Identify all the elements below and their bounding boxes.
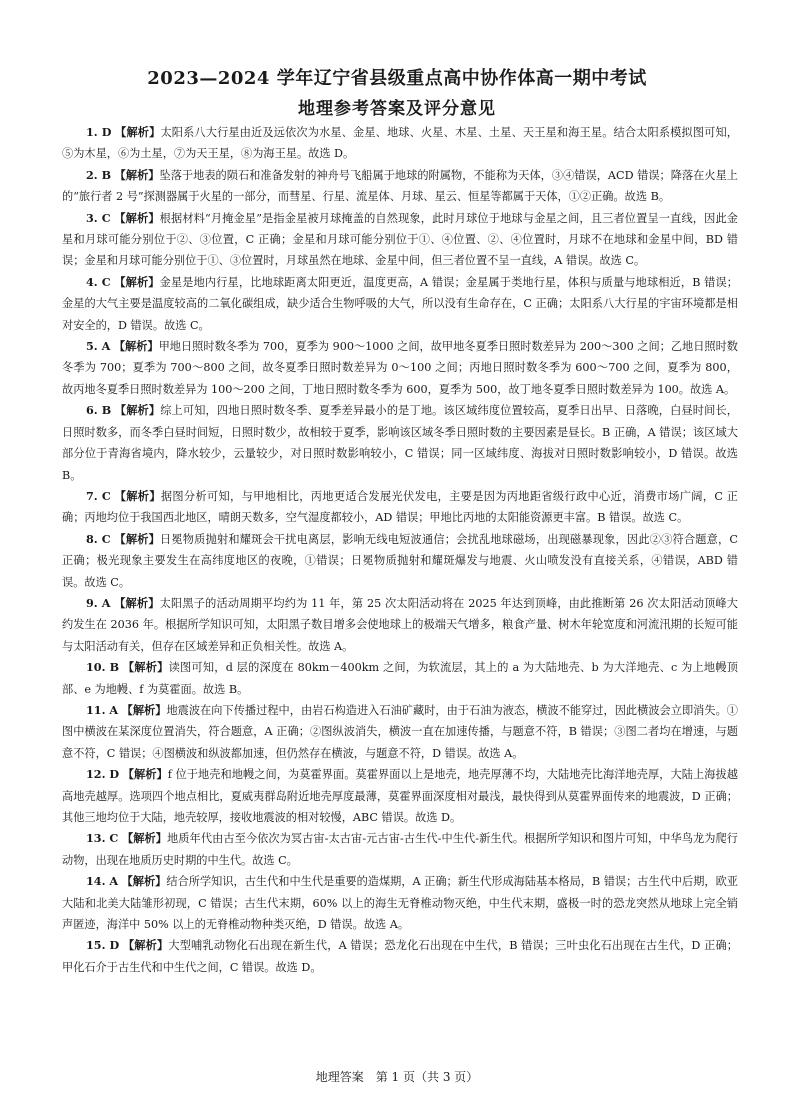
answer-number: 6. B <box>86 403 112 418</box>
analysis-tag: 【解析】 <box>122 660 169 675</box>
answer-item <box>62 486 738 529</box>
page-subtitle: 地理参考答案及评分意见 <box>298 99 496 119</box>
answer-number: 15. D <box>86 938 120 953</box>
answer-text: 甲地日照时数冬季为 700，夏季为 900～1000 之间，故甲地冬夏季日照时数差异为 200～300 之间；乙地日照时数冬季为 700；夏季为 700～800 之间，故冬夏季日照时数差异为 0～100 之间；丙地日照时数冬季为 600～700 之间，夏季为 800，故丙地冬夏季日照时数差异为 100～200 之间，丁地日照时数冬季为 600，夏季为 500，故丁地冬夏季日照时数差异为 100。故选 A。 <box>62 340 738 396</box>
answer-item <box>62 208 738 272</box>
answer-item <box>62 764 738 828</box>
answer-item <box>62 657 738 700</box>
answer-text: 地质年代由古至今依次为冥古宙-太古宙-元古宙-古生代-中生代-新生代。根据所学知识和图片可知，中华鸟龙为爬行动物，出现在地质历史时期的中生代。故选 C。 <box>62 832 738 867</box>
answer-text: 太阳系八大行星由近及远依次为水星、金星、地球、火星、木星、土星、天王星和海王星。结合太阳系模拟图可知，⑤为木星，⑥为土星，⑦为天王星，⑧为海王星。故选 D。 <box>62 126 738 161</box>
analysis-tag: 【解析】 <box>122 938 169 953</box>
answer-text: 太阳黑子的活动周期平均约为 11 年，第 25 次太阳活动将在 2025 年达到顶峰，由此推断第 26 次太阳活动顶峰大约发生在 2036 年。根据所学知识可知，太阳黑子数目增多会使地球上的极端天气增多，粮食产量、树木年轮宽度和河流汛期的长短可能与太阳活动有关，但存在区域差异和正负相关性。故选 A。 <box>62 596 738 653</box>
analysis-tag: 【解析】 <box>114 595 160 610</box>
answer-number: 10. B <box>86 660 120 675</box>
answer-text: 坠落于地表的陨石和准备发射的神舟号飞船属于地球的附属物，不能称为天体，③④错误，ACD 错误；降落在火星上的“旅行者 2 号”探测器属于火星的一部分，而彗星、行星、流星体、月球、星云、恒星等都属于天体，①②正确。故选 B。 <box>62 168 738 204</box>
analysis-tag: 【解析】 <box>121 874 167 889</box>
analysis-tag: 【解析】 <box>114 488 161 503</box>
analysis-tag: 【解析】 <box>121 702 167 717</box>
answer-item <box>62 400 738 486</box>
answer-number: 4. C <box>86 274 111 289</box>
answer-item <box>62 165 738 208</box>
answer-number: 14. A <box>86 874 119 889</box>
answer-number: 5. A <box>86 339 111 354</box>
answer-number: 8. C <box>86 531 111 546</box>
answer-number: 12. D <box>86 767 120 782</box>
answer-text: 金星是地内行星，比地球距离太阳更近，温度更高，A 错误；金星属于类地行星，体积与质量与地球相近，B 错误；金星的大气主要是温度较高的二氧化碳组成，缺少适合生物呼吸的大气，所以没有生命存在，C 正确；太阳系八大行星的宇宙环境都是相对安全的，D 错误。故选 C。 <box>62 275 738 332</box>
answer-item <box>62 122 738 165</box>
answer-text: 地震波在向下传播过程中，由岩石构造进入石油矿藏时，由于石油为液态，横波不能穿过，因此横波会立即消失。①图中横波在某深度位置消失，符合题意，A 正确；②图纵波消失，横波一直在加速传播，与题意不符，B 错误；③图二者均在增速，与题意不符，C 错误；④图横波和纵波都加速，但仍然存在横波，与题意不符，D 错误。故选 A。 <box>62 703 738 760</box>
answer-number: 9. A <box>86 595 111 610</box>
analysis-tag: 【解析】 <box>114 167 160 182</box>
answer-item <box>62 529 738 593</box>
answer-text: 据图分析可知，与甲地相比，丙地更适合发展光伏发电，主要是因为丙地距省级行政中心近，消费市场广阔，C 正确；丙地均位于我国西北地区，晴朗天数多，空气湿度都较小，AD 错误；甲地比丙地的太阳能资源更丰富。B 错误。故选 C。 <box>62 489 738 525</box>
answer-item <box>62 336 738 400</box>
analysis-tag: 【解析】 <box>122 767 168 782</box>
answer-item <box>62 935 738 978</box>
answer-text: 读图可知，d 层的深度在 80km－400km 之间，为软流层，其上的 a 为大陆地壳、b 为大洋地壳、c 为上地幔顶部、e 为地幔、f 为莫霍面。故选 B。 <box>62 661 738 696</box>
answer-text: 综上可知，四地日照时数冬季、夏季差异最小的是丁地。该区域纬度位置较高，夏季日出早、日落晚，白昼时间长，日照时数多，而冬季白昼时间短，日照时数少，故相较于夏季，影响该区域冬季日照时数的主要因素是昼长。B 正确，A 错误；该区域大部分位于青海省境内，降水较少，云量较少，对日照时数影响较小，C 错误；同一区域纬度、海拔对日照时数影响较小，D 错误。故选 B。 <box>62 404 738 482</box>
answer-item <box>62 593 738 657</box>
answer-number: 2. B <box>86 167 112 182</box>
page-title: 2023—2024 学年辽宁省县级重点高中协作体高一期中考试 <box>147 68 647 89</box>
answer-text: 结合所学知识，古生代和中生代是重要的造煤期，A 正确；新生代形成海陆基本格局，B 错误；古生代中后期，欧亚大陆和北美大陆雏形初现，C 错误；古生代末期，60% 以上的海生无脊椎动物灭绝，中生代末期，盛极一时的恐龙突然从地球上完全销声匿迹，海洋中 50% 以上的无脊椎动物种类灭绝，D 错误。故选 A。 <box>62 875 738 932</box>
answer-number: 3. C <box>86 210 111 225</box>
page-footer: 地理答案 第 1 页（共 3 页） <box>315 1070 479 1084</box>
analysis-tag: 【解析】 <box>114 531 161 546</box>
answer-text: 根据材料“月掩金星”是指金星被月球掩盖的自然现象，此时月球位于地球与金星之间，且三者位置呈一直线，因此金星和月球可能分别位于②、③位置，C 正确；金星和月球可能分别位于①、④位置、②、④位置时，月球不在地球和金星中间，BD 错误；金星和月球可能分别位于①、③位置时，月球虽然在地球、金星中间，但三者位置不呈一直线，A 错误。故选 C。 <box>62 211 738 268</box>
answer-text: f 位于地壳和地幔之间，为莫霍界面。莫霍界面以上是地壳，地壳厚薄不均，大陆地壳比海洋地壳厚，大陆上海拔越高地壳越厚。选项四个地点相比，夏威夷群岛附近地壳厚度最薄，莫霍界面深度相对最浅，最快得到从莫霍界面传来的地震波，D 正确；其他三地均位于大陆，地壳较厚，接收地震波的相对较慢，ABC 错误。故选 D。 <box>62 768 738 824</box>
answer-list <box>62 122 738 978</box>
answer-item <box>62 272 738 336</box>
answer-item <box>62 700 738 764</box>
analysis-tag: 【解析】 <box>113 339 159 354</box>
analysis-tag: 【解析】 <box>114 403 161 418</box>
answer-number: 7. C <box>86 488 111 503</box>
answer-item <box>62 828 738 871</box>
analysis-tag: 【解析】 <box>114 210 160 225</box>
answer-number: 11. A <box>86 702 119 717</box>
answer-number: 13. C <box>86 831 119 846</box>
analysis-tag: 【解析】 <box>115 125 161 139</box>
analysis-tag: 【解析】 <box>121 831 168 846</box>
analysis-tag: 【解析】 <box>114 274 160 289</box>
answer-text: 大型哺乳动物化石出现在新生代，A 错误；恐龙化石出现在中生代，B 错误；三叶虫化石出现在古生代，D 正确；甲化石介于古生代和中生代之间，C 错误。故选 D。 <box>62 939 738 974</box>
answer-number: 1. D <box>86 125 112 139</box>
answer-item <box>62 871 738 935</box>
answer-text: 日冕物质抛射和耀斑会干扰电离层，影响无线电短波通信；会扰乱地球磁场，出现磁暴现象，因此②③符合题意，C 正确；极光现象主要发生在高纬度地区的夜晚，①错误；日冕物质抛射和耀斑爆发与地震、火山喷发没有直接关系，④错误，ABD 错误。故选 C。 <box>62 532 738 589</box>
